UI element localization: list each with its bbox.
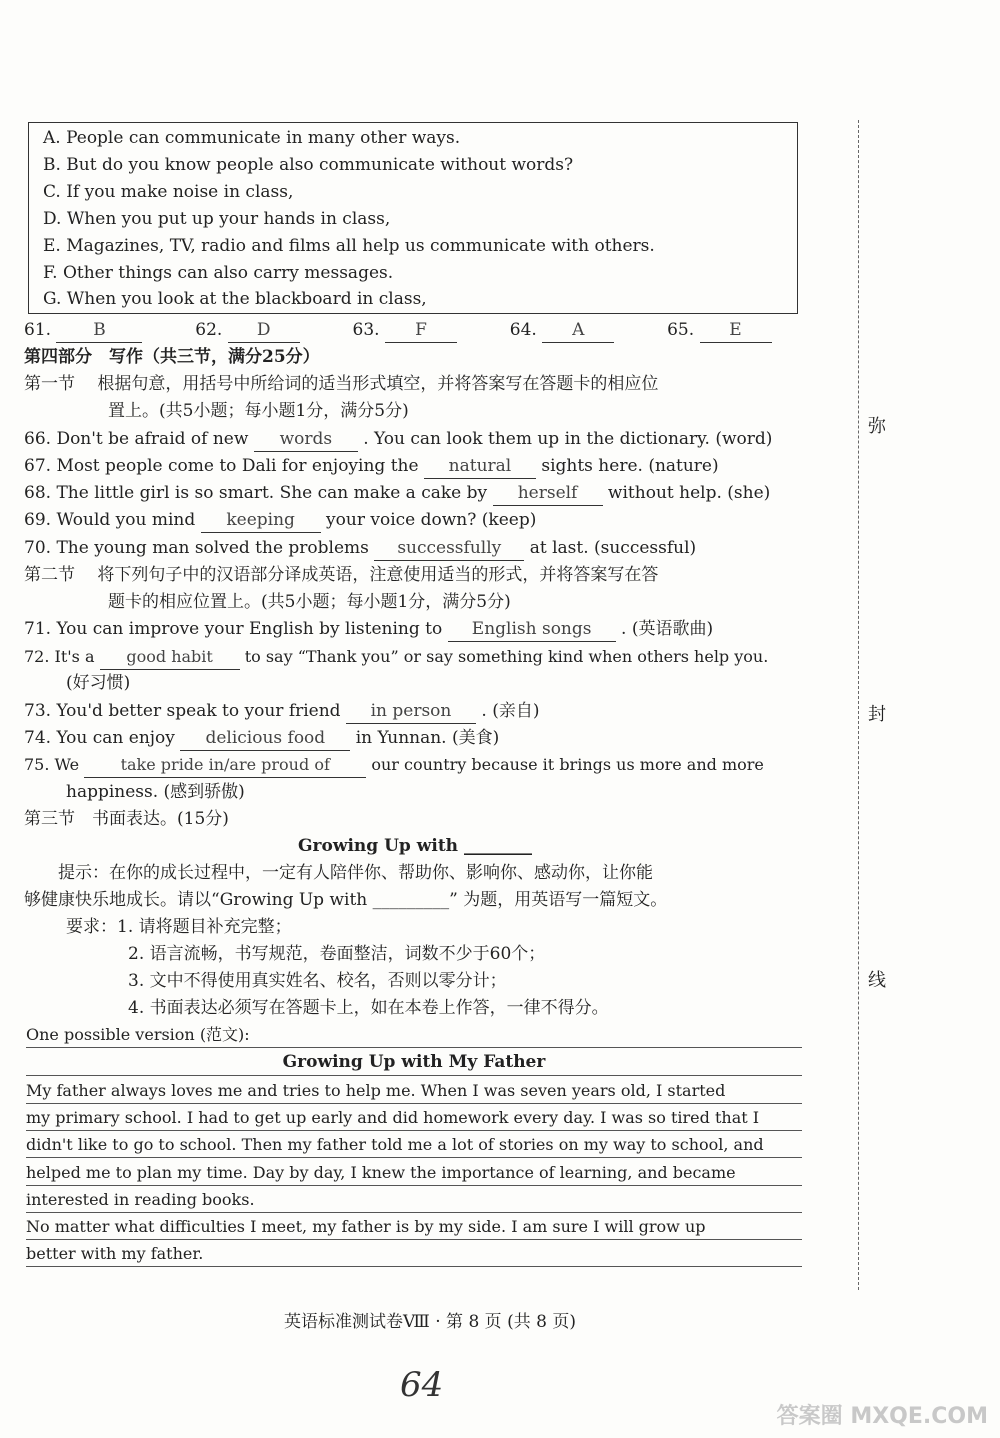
q62-num: 62. (195, 320, 223, 340)
essay-line-6: No matter what difficulties I meet, my father is by my side. I am sure I will grow up (26, 1214, 802, 1240)
q70-answer: successfully (374, 536, 524, 561)
q67-answer: natural (424, 454, 536, 479)
requirement-1: 要求：1. 请将题目补充完整； (66, 917, 292, 937)
q69-text-post: your voice down? (keep) (320, 510, 537, 530)
hint-line-2: 够健康快乐地成长。请以“Growing Up with _________” 为题，用英语写一篇短文。 (24, 890, 668, 910)
sec1-title-cont: 置上。(共5小题；每小题1分，满分5分) (108, 401, 409, 421)
q73-answer: in person (346, 699, 476, 724)
q73-text-post: . (亲自) (475, 701, 540, 721)
question-73 (24, 699, 539, 724)
seal-line (858, 120, 859, 1290)
q64-answer: A (542, 318, 614, 343)
question-66 (24, 427, 772, 452)
page-footer: 英语标准测试卷Ⅷ · 第 8 页 (共 8 页) (284, 1312, 576, 1332)
q65-answer: E (700, 318, 772, 343)
essay-line-5: interested in reading books. (26, 1187, 802, 1213)
q75-text-post: our country because it brings us more and more (366, 755, 764, 774)
q63-answer: F (385, 318, 457, 343)
q63-num: 63. (352, 320, 380, 340)
option-d: D. When you put up your hands in class, (43, 209, 391, 229)
requirement-2: 2. 语言流畅，书写规范，卷面整洁，词数不少于60个； (128, 944, 546, 964)
watermark: 答案圈 MXQE.COM (776, 1404, 988, 1429)
option-a: A. People can communicate in many other ways. (43, 128, 461, 148)
question-70 (24, 536, 696, 561)
handwritten-page-number: 64 (400, 1365, 444, 1405)
question-68 (24, 481, 770, 506)
model-essay-title: Growing Up with My Father (26, 1050, 802, 1076)
q68-text-post: without help. (she) (602, 483, 771, 503)
sec3-title: 第三节 书面表达。(15分) (24, 809, 229, 829)
essay-line-4: helped me to plan my time. Day by day, I knew the importance of learning, and became (26, 1160, 802, 1186)
q72-cont: (好习惯) (66, 673, 131, 693)
options-box (28, 122, 798, 314)
seal-char-2: 封 (868, 704, 886, 725)
q66-text-post: . You can look them up in the dictionary. (word) (357, 429, 773, 449)
q70-text-post: at last. (successful) (524, 538, 697, 558)
q74-text-post: in Yunnan. (美食) (350, 728, 500, 748)
q74-text: 74. You can enjoy (24, 728, 181, 748)
q72-text-post: to say “Thank you” or say something kind when others help you. (239, 647, 769, 666)
q71-text: 71. You can improve your English by listening to (24, 619, 448, 639)
sec2-title: 第二节 将下列句子中的汉语部分译成英语，注意使用适当的形式，并将答案写在答 (24, 565, 659, 585)
q75-text: 75. We (24, 755, 85, 774)
essay-title: Growing Up with ________ (298, 836, 532, 856)
q75-answer: take pride in/are proud of (84, 753, 366, 778)
option-c: C. If you make noise in class, (43, 182, 294, 202)
question-75 (24, 753, 764, 778)
q69-answer: keeping (201, 508, 321, 533)
essay-line-7: better with my father. (26, 1241, 802, 1267)
question-74 (24, 726, 499, 751)
answers-row (24, 318, 772, 343)
sec1-title: 第一节 根据句意，用括号中所给词的适当形式填空，并将答案写在答题卡的相应位 (24, 374, 659, 394)
seal-char-1: 弥 (868, 416, 886, 437)
q75-cont: happiness. (感到骄傲) (66, 782, 245, 802)
q71-text-post: . (英语歌曲) (615, 619, 714, 639)
q62-answer: D (228, 318, 300, 343)
essay-line-3: didn't like to go to school. Then my father told me a lot of stories on my way to school, and (26, 1132, 802, 1158)
essay-line-2: my primary school. I had to get up early and did homework every day. I was so tired that I (26, 1105, 802, 1131)
option-b: B. But do you know people also communicate without words? (43, 155, 574, 175)
q69-text: 69. Would you mind (24, 510, 201, 530)
option-g: G. When you look at the blackboard in class, (43, 289, 427, 309)
q74-answer: delicious food (180, 726, 350, 751)
requirement-4: 4. 书面表达必须写在答题卡上，如在本卷上作答，一律不得分。 (128, 998, 609, 1018)
q67-text: 67. Most people come to Dali for enjoying the (24, 456, 424, 476)
q71-answer: English songs (448, 617, 616, 642)
q70-text: 70. The young man solved the problems (24, 538, 375, 558)
q68-text: 68. The little girl is so smart. She can make a cake by (24, 483, 493, 503)
question-71 (24, 617, 713, 642)
q72-text: 72. It's a (24, 647, 100, 666)
q66-answer: words (254, 427, 358, 452)
q61-answer: B (56, 318, 142, 343)
seal-char-3: 线 (868, 970, 886, 991)
q73-text: 73. You'd better speak to your friend (24, 701, 346, 721)
version-label: One possible version (范文): (26, 1022, 802, 1048)
essay-line-1: My father always loves me and tries to help me. When I was seven years old, I started (26, 1078, 802, 1104)
q72-answer: good habit (100, 645, 240, 670)
q61-num: 61. (24, 320, 52, 340)
q67-text-post: sights here. (nature) (535, 456, 719, 476)
part4-title: 第四部分 写作（共三节，满分25分） (24, 347, 320, 367)
q66-text: 66. Don't be afraid of new (24, 429, 254, 449)
question-67 (24, 454, 719, 479)
option-e: E. Magazines, TV, radio and films all help us communicate with others. (43, 236, 655, 256)
q68-answer: herself (493, 481, 603, 506)
sec2-title-cont: 题卡的相应位置上。(共5小题；每小题1分，满分5分) (108, 592, 511, 612)
option-f: F. Other things can also carry messages. (43, 263, 394, 283)
q65-num: 65. (667, 320, 695, 340)
q64-num: 64. (509, 320, 537, 340)
question-72 (24, 645, 768, 670)
question-69 (24, 508, 536, 533)
hint-line-1: 提示：在你的成长过程中，一定有人陪伴你、帮助你、影响你、感动你，让你能 (58, 863, 653, 883)
requirement-3: 3. 文中不得使用真实姓名、校名，否则以零分计； (128, 971, 507, 991)
